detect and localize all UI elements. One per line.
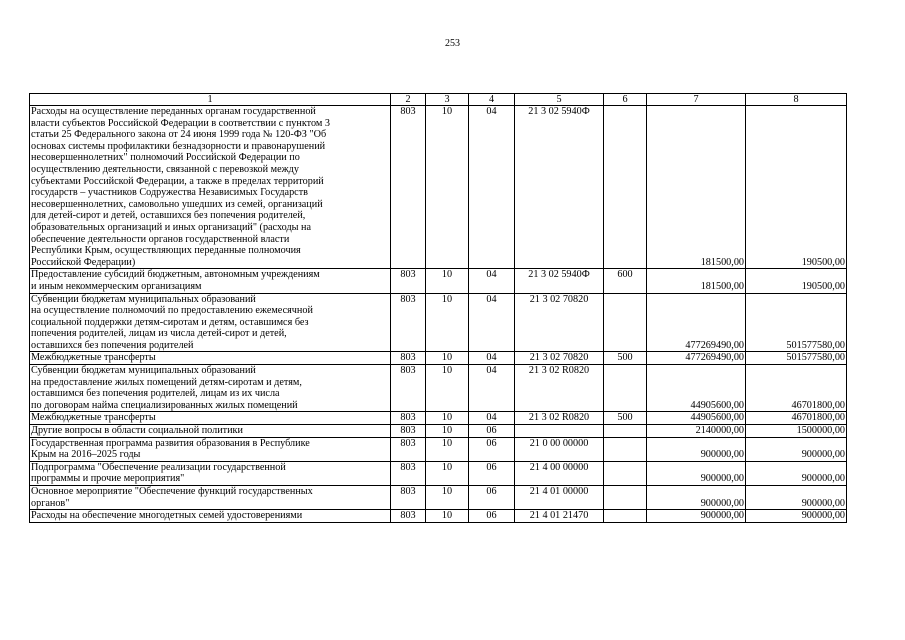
expense-type-cell — [604, 437, 647, 461]
description-line: Подпрограмма "Обеспечение реализации государственной — [31, 461, 286, 473]
header-cell-5: 5 — [515, 94, 604, 106]
amount-year2-cell: 190500,00 — [746, 106, 847, 269]
section-code-cell: 10 — [426, 106, 469, 269]
section-code-cell: 10 — [426, 293, 469, 352]
expense-type-cell — [604, 510, 647, 523]
description-line: Субвенции бюджетам муниципальных образований — [31, 365, 256, 377]
description-cell — [30, 437, 391, 461]
section-code-cell: 10 — [426, 269, 469, 293]
description-line: Другие вопросы в области социальной политики — [31, 425, 243, 437]
table-row — [30, 461, 847, 485]
grbs-code-cell: 803 — [391, 412, 426, 425]
description-line: Субвенции бюджетам муниципальных образований — [31, 293, 256, 305]
description-cell — [30, 269, 391, 293]
description-line: Основное мероприятие "Обеспечение функций государственных — [31, 486, 313, 497]
subsection-code-cell: 06 — [469, 510, 515, 523]
grbs-code-cell: 803 — [391, 510, 426, 523]
section-code-cell: 10 — [426, 486, 469, 510]
description-line: оставшимся без попечения родителей, лицам из их числа — [31, 388, 280, 400]
description-line: Республики Крым, осуществляющих переданные полномочия — [31, 245, 301, 257]
amount-year1-cell: 44905600,00 — [647, 412, 746, 425]
target-article-cell: 21 3 02 R0820 — [515, 365, 604, 412]
amount-year2-cell: 46701800,00 — [746, 365, 847, 412]
table-row — [30, 269, 847, 293]
expense-type-cell — [604, 293, 647, 352]
table-row — [30, 106, 847, 269]
page-number: 253 — [445, 38, 460, 49]
section-code-cell: 10 — [426, 352, 469, 365]
description-line: Предоставление субсидий бюджетным, автономным учреждениям — [31, 269, 320, 281]
expense-type-cell: 500 — [604, 412, 647, 425]
target-article-cell: 21 4 00 00000 — [515, 461, 604, 485]
table-row — [30, 425, 847, 438]
description-line: на осуществление полномочий по предоставлению ежемесячной — [31, 305, 313, 317]
expense-type-cell: 600 — [604, 269, 647, 293]
description-line: Расходы на обеспечение многодетных семей удостоверениями — [31, 510, 303, 522]
subsection-code-cell: 06 — [469, 425, 515, 438]
description-cell — [30, 486, 391, 510]
amount-year1-cell: 900000,00 — [647, 461, 746, 485]
table-row — [30, 437, 847, 461]
amount-year2-cell: 900000,00 — [746, 461, 847, 485]
description-cell — [30, 412, 391, 425]
amount-year2-cell: 900000,00 — [746, 486, 847, 510]
description-line: статьи 25 Федерального закона от 24 июня 1999 года № 120-ФЗ "Об — [31, 129, 327, 141]
amount-year1-cell: 900000,00 — [647, 486, 746, 510]
section-code-cell: 10 — [426, 437, 469, 461]
amount-year2-cell: 900000,00 — [746, 510, 847, 523]
description-cell — [30, 510, 391, 523]
subsection-code-cell: 06 — [469, 461, 515, 485]
table-row — [30, 293, 847, 352]
description-line: несовершеннолетних, самовольно ушедших из семей, организаций — [31, 198, 323, 210]
grbs-code-cell: 803 — [391, 365, 426, 412]
expense-type-cell — [604, 461, 647, 485]
amount-year1-cell: 181500,00 — [647, 269, 746, 293]
description-line: субъектами Российской Федерации, а также в пределах территорий — [31, 175, 324, 187]
section-code-cell: 10 — [426, 425, 469, 438]
description-line: Межбюджетные трансферты — [31, 352, 156, 364]
description-cell — [30, 106, 391, 269]
description-line: Межбюджетные трансферты — [31, 412, 156, 424]
header-cell-4: 4 — [469, 94, 515, 106]
amount-year1-cell: 477269490,00 — [647, 293, 746, 352]
description-line: социальной поддержки детям-сиротам и детям, оставшимся без — [31, 316, 309, 328]
section-code-cell: 10 — [426, 365, 469, 412]
amount-year2-cell: 501577580,00 — [746, 352, 847, 365]
table-row — [30, 412, 847, 425]
description-line: образовательных организаций и иных организаций" (расходы на — [31, 221, 312, 233]
expense-type-cell — [604, 365, 647, 412]
table-row — [30, 510, 847, 523]
description-line: государств – участников Содружества Независимых Государств — [31, 187, 308, 199]
header-cell-8: 8 — [746, 94, 847, 106]
grbs-code-cell: 803 — [391, 486, 426, 510]
expense-type-cell — [604, 425, 647, 438]
subsection-code-cell: 06 — [469, 437, 515, 461]
header-row — [30, 94, 847, 106]
target-article-cell: 21 3 02 70820 — [515, 352, 604, 365]
description-cell — [30, 352, 391, 365]
grbs-code-cell: 803 — [391, 293, 426, 352]
expense-type-cell: 500 — [604, 352, 647, 365]
description-line: и иным некоммерческим организациям — [31, 280, 202, 292]
target-article-cell: 21 4 01 00000 — [515, 486, 604, 510]
amount-year1-cell: 44905600,00 — [647, 365, 746, 412]
grbs-code-cell: 803 — [391, 352, 426, 365]
description-line: власти субъектов Российской Федерации в соответствии с пунктом 3 — [31, 117, 330, 129]
description-line: основах системы профилактики безнадзорности и правонарушений — [31, 140, 326, 152]
section-code-cell: 10 — [426, 461, 469, 485]
grbs-code-cell: 803 — [391, 437, 426, 461]
table-row — [30, 352, 847, 365]
target-article-cell: 21 0 00 00000 — [515, 437, 604, 461]
description-line: Государственная программа развития образования в Республике — [31, 437, 310, 449]
table-body — [30, 106, 847, 523]
subsection-code-cell: 04 — [469, 412, 515, 425]
amount-year2-cell: 501577580,00 — [746, 293, 847, 352]
description-line: осуществлению деятельности, связанной с перевозкой между — [31, 163, 299, 175]
description-line: несовершеннолетних" полномочий Российской Федерации по — [31, 152, 300, 164]
description-line: органов" — [31, 497, 70, 509]
target-article-cell: 21 3 02 R0820 — [515, 412, 604, 425]
amount-year2-cell: 190500,00 — [746, 269, 847, 293]
grbs-code-cell: 803 — [391, 461, 426, 485]
header-cell-3: 3 — [426, 94, 469, 106]
header-cell-6: 6 — [604, 94, 647, 106]
grbs-code-cell: 803 — [391, 425, 426, 438]
description-line: Крым на 2016–2025 годы — [31, 449, 141, 461]
header-cell-1: 1 — [30, 94, 391, 106]
header-cell-2: 2 — [391, 94, 426, 106]
expense-type-cell — [604, 486, 647, 510]
description-line: программы и прочие мероприятия" — [31, 473, 185, 485]
target-article-cell: 21 3 02 5940Ф — [515, 269, 604, 293]
description-line: Расходы на осуществление переданных органам государственной — [31, 106, 316, 117]
target-article-cell — [515, 425, 604, 438]
table-row — [30, 486, 847, 510]
subsection-code-cell: 04 — [469, 293, 515, 352]
target-article-cell: 21 4 01 21470 — [515, 510, 604, 523]
table-row — [30, 365, 847, 412]
subsection-code-cell: 04 — [469, 365, 515, 412]
description-line: оставшихся без попечения родителей — [31, 339, 194, 351]
target-article-cell: 21 3 02 5940Ф — [515, 106, 604, 269]
description-line: на предоставление жилых помещений детям-сиротам и детям, — [31, 376, 302, 388]
section-code-cell: 10 — [426, 510, 469, 523]
description-cell — [30, 293, 391, 352]
subsection-code-cell: 06 — [469, 486, 515, 510]
description-cell — [30, 425, 391, 438]
grbs-code-cell: 803 — [391, 106, 426, 269]
section-code-cell: 10 — [426, 412, 469, 425]
description-cell — [30, 461, 391, 485]
target-article-cell: 21 3 02 70820 — [515, 293, 604, 352]
budget-table — [29, 93, 847, 523]
description-line: Российской Федерации) — [31, 256, 136, 268]
expense-type-cell — [604, 106, 647, 269]
amount-year2-cell: 46701800,00 — [746, 412, 847, 425]
amount-year1-cell: 900000,00 — [647, 437, 746, 461]
grbs-code-cell: 803 — [391, 269, 426, 293]
header-cell-7: 7 — [647, 94, 746, 106]
amount-year2-cell: 900000,00 — [746, 437, 847, 461]
description-line: попечения родителей, лицам из числа детей-сирот и детей, — [31, 328, 287, 340]
description-line: для детей-сирот и детей, оставшихся без попечения родителей, — [31, 210, 306, 222]
amount-year1-cell: 900000,00 — [647, 510, 746, 523]
amount-year1-cell: 181500,00 — [647, 106, 746, 269]
amount-year1-cell: 477269490,00 — [647, 352, 746, 365]
description-cell — [30, 365, 391, 412]
subsection-code-cell: 04 — [469, 352, 515, 365]
subsection-code-cell: 04 — [469, 106, 515, 269]
amount-year2-cell: 1500000,00 — [746, 425, 847, 438]
description-line: обеспечение деятельности органов государственной власти — [31, 233, 290, 245]
subsection-code-cell: 04 — [469, 269, 515, 293]
amount-year1-cell: 2140000,00 — [647, 425, 746, 438]
description-line: по договорам найма специализированных жилых помещений — [31, 399, 298, 411]
